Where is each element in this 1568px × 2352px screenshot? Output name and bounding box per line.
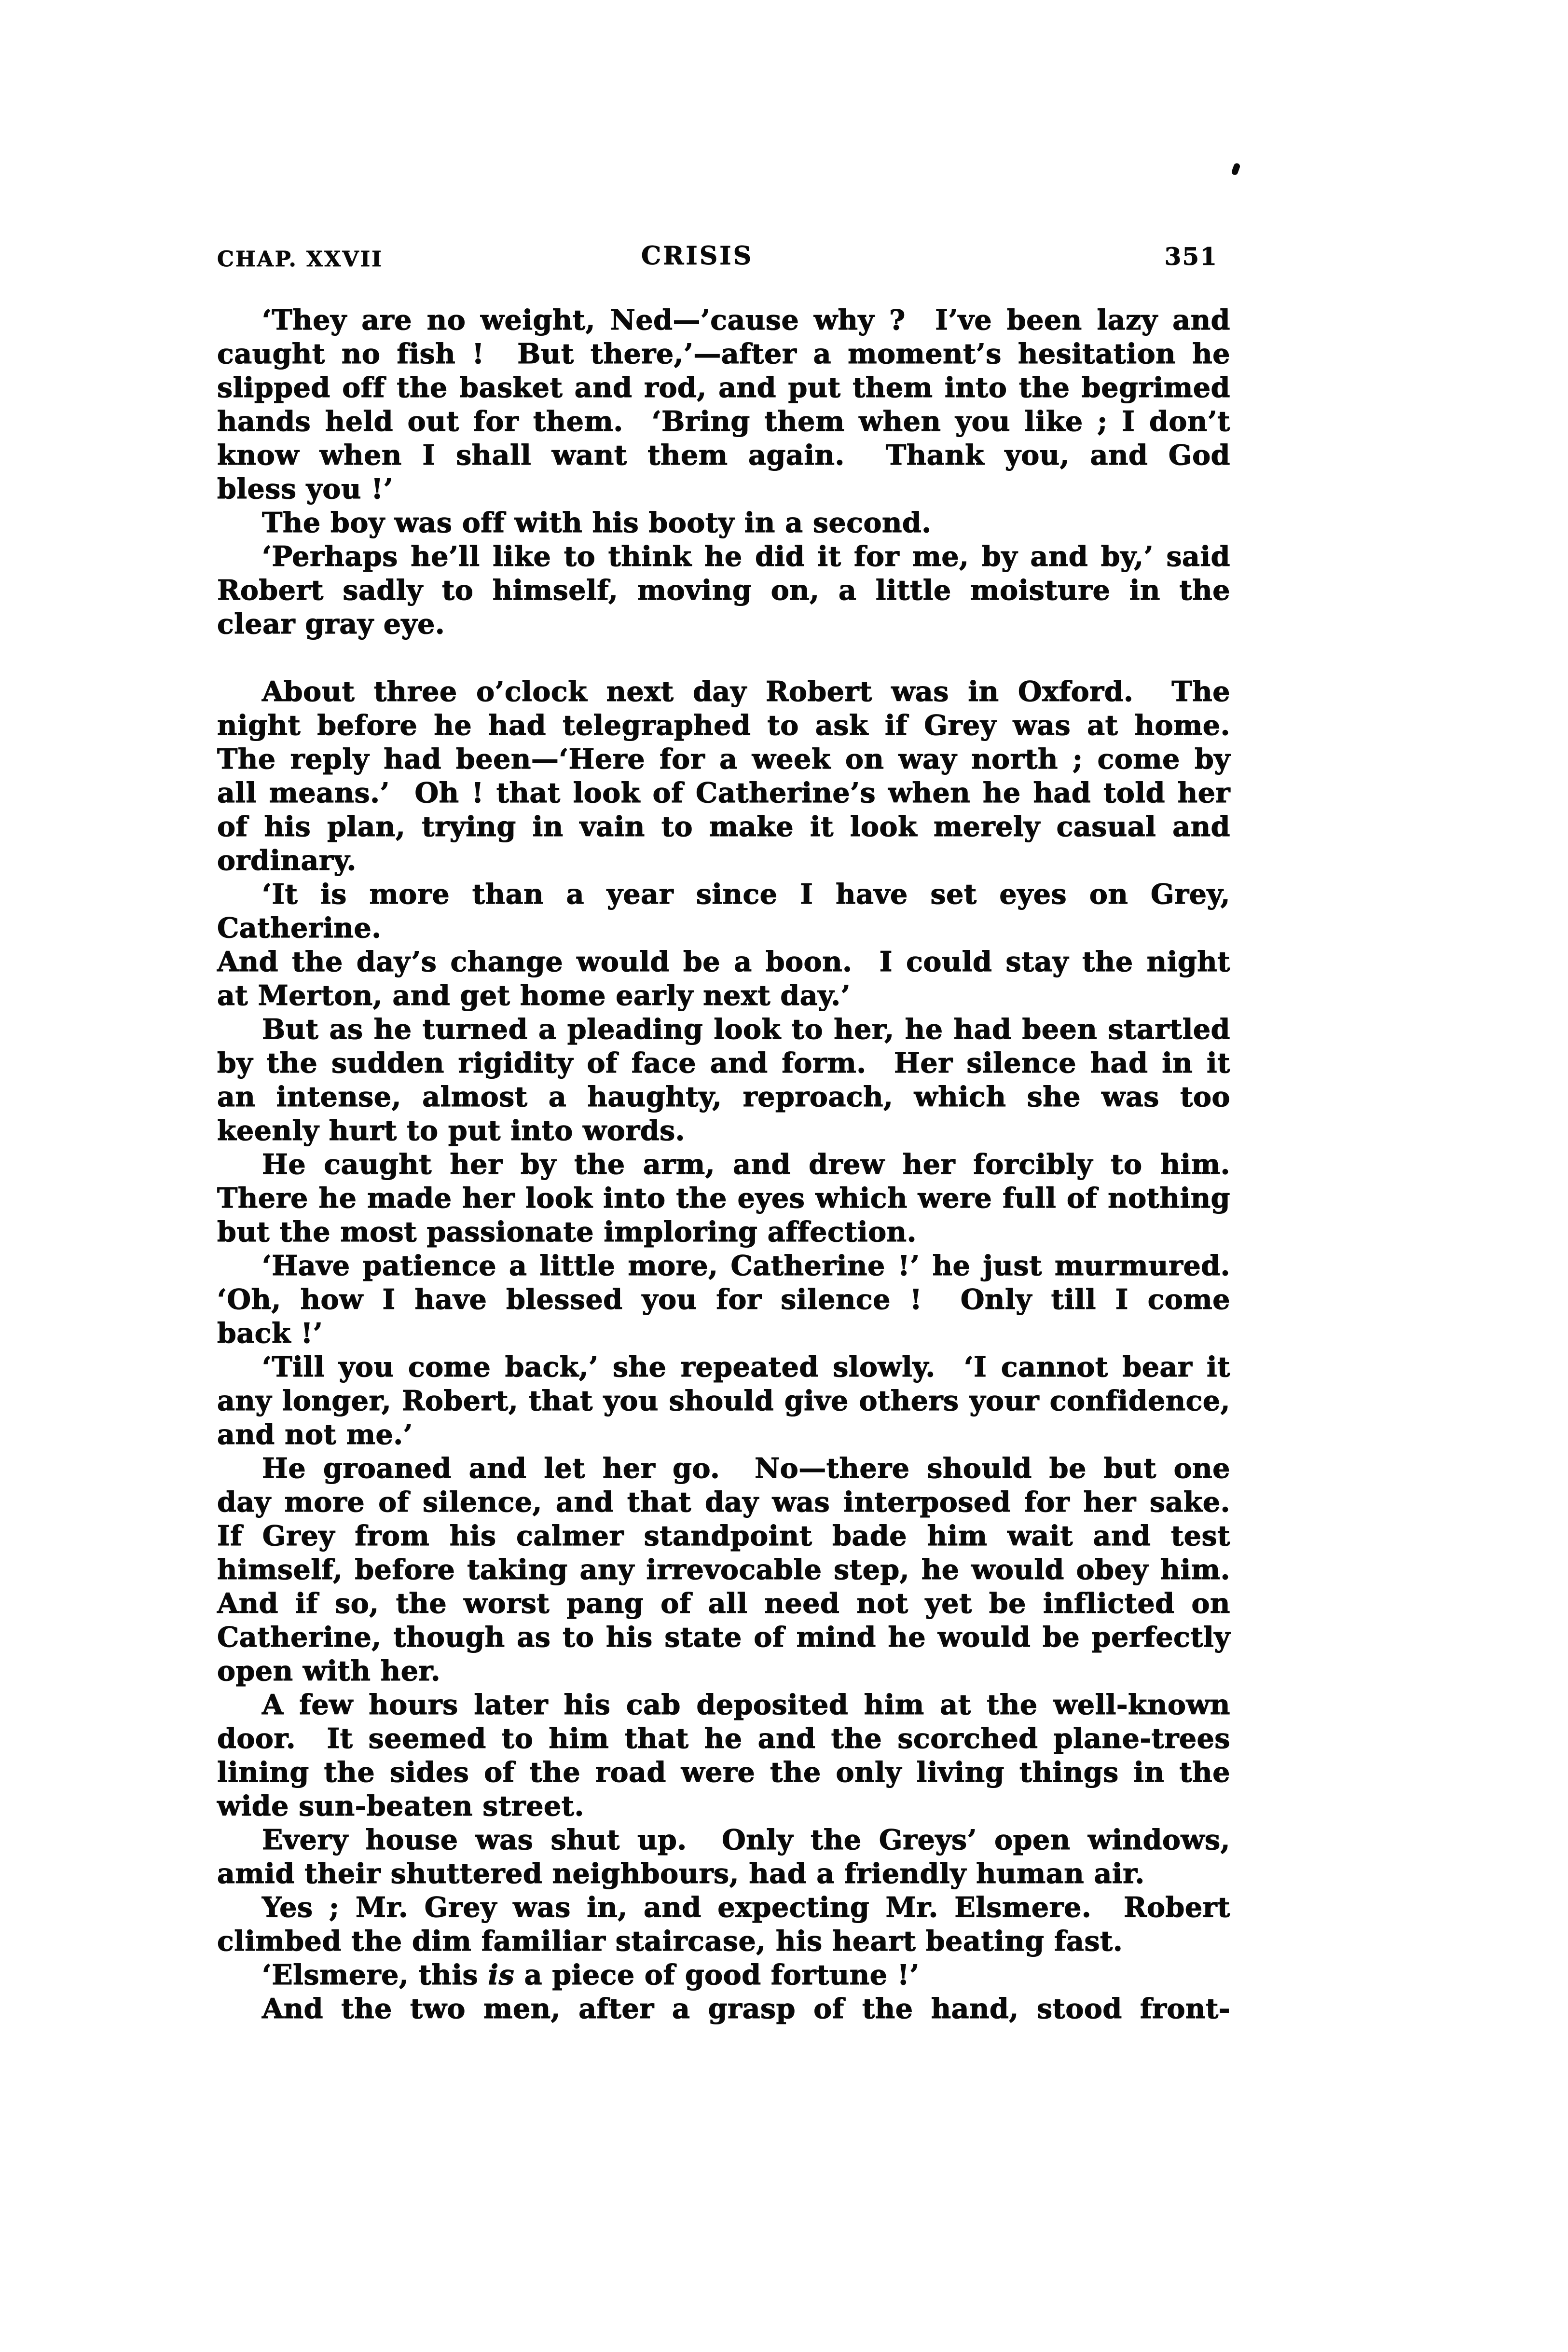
paragraph bbox=[217, 506, 1230, 540]
text-line: And if so, the worst pang of all need not yet be inflicted on bbox=[217, 1587, 1230, 1620]
text-line: Every house was shut up. Only the Greys’ open windows, bbox=[262, 1824, 1230, 1856]
running-head bbox=[217, 240, 1230, 281]
text-line: amid their shuttered neighbours, had a friendly human air. bbox=[217, 1857, 1145, 1890]
paragraph bbox=[217, 1452, 1230, 1688]
paragraph bbox=[217, 540, 1230, 641]
text-line: know when I shall want them again. Thank you, and God bbox=[217, 439, 1230, 471]
text-line: an intense, almost a haughty, reproach, which she was too bbox=[217, 1081, 1230, 1113]
text-line: night before he had telegraphed to ask if Grey was at home. bbox=[217, 709, 1230, 742]
text-line: any longer, Robert, that you should give others your confidence, bbox=[217, 1385, 1230, 1417]
text-line: About three o’clock next day Robert was in Oxford. The bbox=[262, 675, 1230, 708]
text-line: keenly hurt to put into words. bbox=[217, 1114, 686, 1147]
text-line: at Merton, and get home early next day.’ bbox=[217, 979, 851, 1012]
text-line: bless you !’ bbox=[217, 473, 394, 505]
text-line: and not me.’ bbox=[217, 1418, 413, 1451]
text-line: lining the sides of the road were the only living things in the bbox=[217, 1756, 1230, 1788]
chapter-label: CHAP. XXVII bbox=[217, 247, 383, 272]
text-line: The reply had been—‘Here for a week on way north ; come by bbox=[217, 743, 1230, 775]
text-line: ‘Oh, how I have blessed you for silence ! Only till I come bbox=[217, 1283, 1230, 1316]
text-line: If Grey from his calmer standpoint bade him wait and test bbox=[217, 1520, 1230, 1552]
text-line: ‘Perhaps he’ll like to think he did it for me, by and by,’ said bbox=[262, 540, 1230, 573]
text-line: And the two men, after a grasp of the hand, stood front- bbox=[262, 1993, 1230, 2025]
text-line: by the sudden rigidity of face and form. Her silence had in it bbox=[217, 1047, 1230, 1079]
text-line: back !’ bbox=[217, 1317, 323, 1349]
paragraph bbox=[217, 1013, 1230, 1148]
text-line: climbed the dim familiar staircase, his heart beating fast. bbox=[217, 1925, 1123, 1957]
text-line bbox=[217, 1958, 1230, 1992]
text-line: caught no fish ! But there,’—after a moment’s hesitation he bbox=[217, 338, 1230, 370]
text-line: but the most passionate imploring affection. bbox=[217, 1216, 917, 1248]
text-line: There he made her look into the eyes which were full of nothing bbox=[217, 1182, 1230, 1214]
paragraph bbox=[217, 878, 1230, 1013]
text-line: clear gray eye. bbox=[217, 608, 445, 640]
text-line: slipped off the basket and rod, and put them into the begrimed bbox=[217, 371, 1230, 404]
text-line: day more of silence, and that day was interposed for her sake. bbox=[217, 1486, 1230, 1518]
text-line: ‘Till you come back,’ she repeated slowly. ‘I cannot bear it bbox=[262, 1351, 1230, 1383]
text-line: He groaned and let her go. No—there should be but one bbox=[262, 1452, 1230, 1485]
text-line: Robert sadly to himself, moving on, a little moisture in the bbox=[217, 574, 1230, 606]
paragraph bbox=[217, 1350, 1230, 1452]
body-text bbox=[217, 303, 1230, 2026]
paragraph bbox=[217, 1992, 1230, 2026]
page-number: 351 bbox=[1164, 242, 1218, 271]
paragraph bbox=[217, 303, 1230, 506]
text-segment: a piece of good fortune !’ bbox=[514, 1959, 920, 1991]
scan-artifact-mark bbox=[1231, 163, 1241, 176]
emphasis-word: is bbox=[488, 1959, 515, 1991]
text-line: himself, before taking any irrevocable step, he would obey him. bbox=[217, 1554, 1230, 1586]
text-line: door. It seemed to him that he and the scorched plane-trees bbox=[217, 1722, 1230, 1755]
text-line: all means.’ Oh ! that look of Catherine’s when he had told her bbox=[217, 777, 1230, 809]
text-line: ‘Have patience a little more, Catherine !’ he just murmured. bbox=[262, 1250, 1230, 1282]
text-line: ‘They are no weight, Ned—’cause why ? I’ve been lazy and bbox=[262, 304, 1230, 336]
paragraph bbox=[217, 1891, 1230, 1958]
text-line: hands held out for them. ‘Bring them when you like ; I don’t bbox=[217, 405, 1230, 438]
text-line: ordinary. bbox=[217, 844, 357, 877]
paragraph bbox=[217, 675, 1230, 878]
paragraph bbox=[217, 1958, 1230, 1992]
text-line: wide sun-beaten street. bbox=[217, 1790, 584, 1822]
text-line: open with her. bbox=[217, 1655, 441, 1687]
paragraph bbox=[217, 1249, 1230, 1350]
text-segment: ‘Elsmere, this bbox=[262, 1959, 488, 1991]
text-line: And the day’s change would be a boon. I could stay the night bbox=[217, 946, 1230, 978]
text-line: A few hours later his cab deposited him at the well-known bbox=[262, 1689, 1230, 1721]
text-line: But as he turned a pleading look to her, he had been startled bbox=[262, 1013, 1230, 1045]
text-line: ‘It is more than a year since I have set eyes on Grey, Catherine. bbox=[217, 878, 1230, 944]
paragraph bbox=[217, 1823, 1230, 1891]
paragraph bbox=[217, 1688, 1230, 1823]
paragraph bbox=[217, 1148, 1230, 1249]
page-title: CRISIS bbox=[641, 241, 754, 271]
text-line: The boy was off with his booty in a second. bbox=[262, 507, 932, 539]
text-line: of his plan, trying in vain to make it look merely casual and bbox=[217, 811, 1230, 843]
text-line: Catherine, though as to his state of mind he would be perfectly bbox=[217, 1621, 1230, 1653]
text-line: He caught her by the arm, and drew her forcibly to him. bbox=[262, 1148, 1230, 1181]
text-line: Yes ; Mr. Grey was in, and expecting Mr. Elsmere. Robert bbox=[262, 1891, 1230, 1924]
